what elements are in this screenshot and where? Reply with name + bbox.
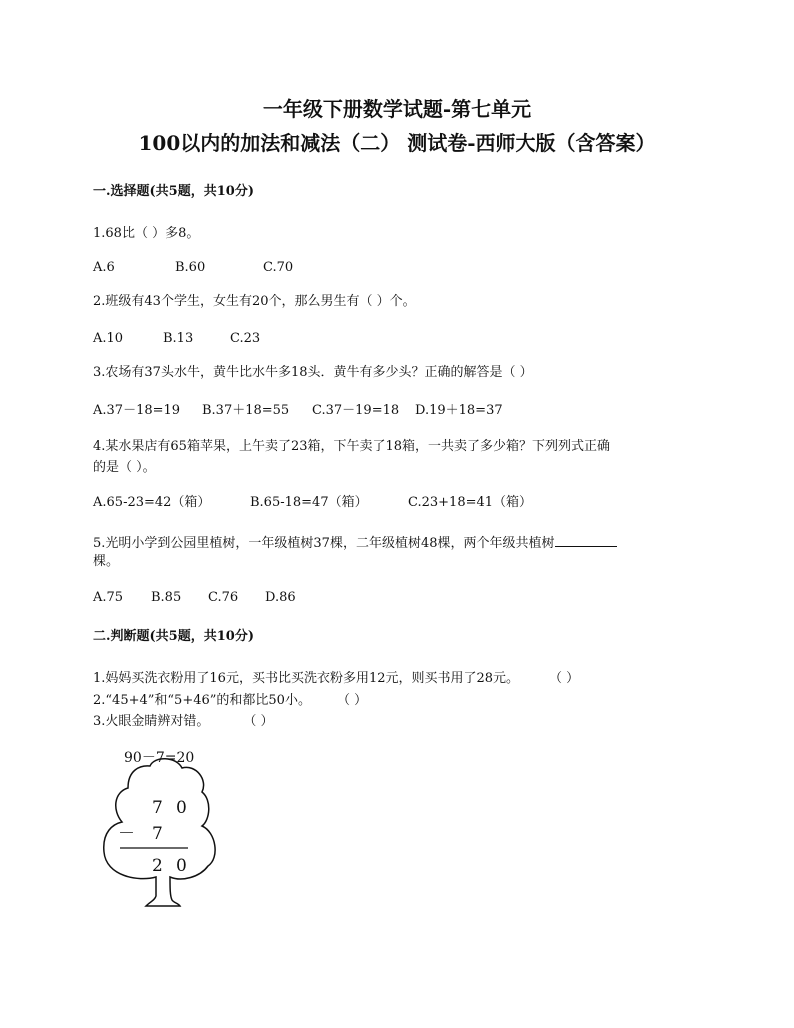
mid-digit: 7	[152, 824, 163, 844]
option: B.85	[151, 590, 182, 605]
tree-equation: 90－7=20	[124, 750, 195, 766]
option: A.65-23=42（箱）	[93, 495, 211, 510]
answer-blank	[555, 532, 617, 547]
title-line-1: 一年级下册数学试题-第七单元	[262, 97, 532, 121]
question-1-1-options	[93, 259, 293, 277]
question-1-5-line-2: 棵。	[93, 554, 120, 569]
question-1-4-line-1: 4.某水果店有65箱苹果，上午卖了23箱，下午卖了18箱，一共卖了多少箱？下列列式正确	[93, 439, 611, 454]
option: C.76	[208, 590, 239, 605]
option: B.65-18=47（箱）	[250, 495, 368, 510]
answer-parens: （ ）	[549, 671, 580, 686]
option: C.37－19=18	[312, 403, 400, 418]
option: C.23	[230, 331, 261, 346]
option: A.10	[93, 331, 124, 346]
question-1-1: 1.68比（ ）多8。	[93, 226, 200, 241]
question-1-2-options	[93, 330, 260, 348]
section-1-heading: 一.选择题(共5题，共10分)	[93, 184, 254, 199]
judge-question-2	[93, 692, 367, 710]
top-digit: 0	[176, 798, 187, 818]
option: B.13	[163, 331, 194, 346]
minus-sign: －	[118, 824, 135, 844]
option: A.37－18=19	[93, 403, 181, 418]
judge-question-1	[93, 670, 579, 688]
option: D.86	[265, 590, 296, 605]
answer-parens: （ ）	[243, 714, 274, 729]
option: C.23+18=41（箱）	[408, 495, 533, 510]
question-1-3-options	[93, 402, 503, 420]
question-1-4-line-2: 的是（ ）。	[93, 460, 156, 475]
top-digit: 7	[152, 798, 163, 818]
option: A.6	[93, 260, 115, 275]
option: D.19＋18=37	[415, 403, 503, 418]
question-1-5-line-1	[93, 532, 617, 553]
option: B.37＋18=55	[202, 403, 290, 418]
option: A.75	[93, 590, 124, 605]
question-1-4-options	[93, 494, 532, 512]
result-digit: 0	[176, 856, 187, 876]
judge-question-text: 2.“45+4”和“5+46”的和都比50小。	[93, 693, 311, 708]
title-line-2: 100以内的加法和减法（二） 测试卷-西师大版（含答案）	[138, 131, 656, 155]
option: B.60	[175, 260, 206, 275]
option: C.70	[263, 260, 294, 275]
result-digit: 2	[152, 856, 163, 876]
section-2-heading: 二.判断题(共5题，共10分)	[93, 629, 254, 644]
answer-parens: （ ）	[336, 693, 368, 708]
judge-question-text: 1.妈妈买洗衣粉用了16元，买书比买洗衣粉多用12元，则买书用了28元。	[93, 671, 520, 686]
question-1-2: 2.班级有43个学生，女生有20个，那么男生有（ ）个。	[93, 294, 416, 309]
question-1-5-options	[93, 589, 296, 607]
question-1-5-text: 5.光明小学到公园里植树，一年级植树37棵，二年级植树48棵，两个年级共植树	[93, 536, 555, 551]
judge-question-text: 3.火眼金睛辨对错。	[93, 714, 210, 729]
tree-figure	[98, 740, 228, 915]
judge-question-3	[93, 713, 274, 731]
question-1-3: 3.农场有37头水牛，黄牛比水牛多18头．黄牛有多少头？正确的解答是（ ）	[93, 365, 533, 380]
